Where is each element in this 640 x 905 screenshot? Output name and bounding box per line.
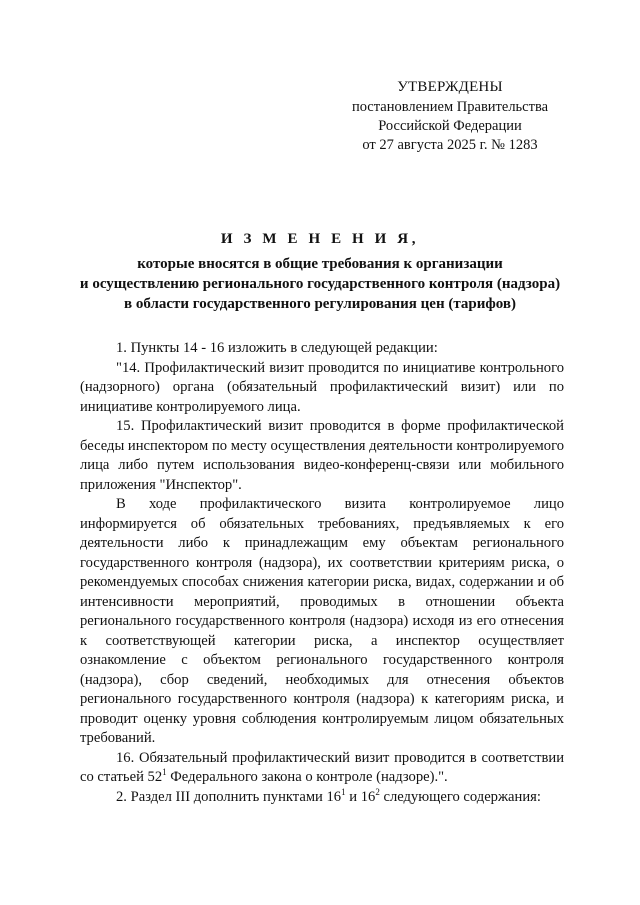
paragraph-text: 16. Обязательный профилактический визит проводится в соответствии со статьей 52 (80, 749, 564, 785)
document-title (60, 229, 580, 314)
title-heading: И З М Е Н Е Н И Я, (220, 231, 420, 247)
approval-heading: УТВЕРЖДЕНЫ (397, 79, 503, 95)
approval-line: Российской Федерации (378, 118, 522, 134)
approval-stamp (330, 78, 570, 155)
paragraph-text: Федерального закона о контроле (надзоре).". (166, 769, 448, 785)
title-line: в области государственного регулирования цен (тарифов) (124, 296, 516, 312)
title-line: и осуществлению регионального государственного контроля (надзора) (79, 276, 561, 292)
paragraph: "14. Профилактический визит проводится по инициативе контрольного (надзорного) органа (обязательный профилактический визит) или по инициативе контролируемого лица. (80, 359, 564, 415)
paragraph: 15. Профилактический визит проводится в форме профилактической беседы инспектором по месту осуществления деятельности контролируемого лица либо путем использования видео-конференц-связи или мобильного приложения "Инспектор". (80, 418, 564, 493)
paragraph-text: и 16 (345, 788, 376, 805)
paragraph (80, 788, 564, 808)
superscript: 1 (341, 786, 346, 797)
paragraph-text: 2. Раздел III дополнить пунктами 16 (116, 788, 342, 805)
paragraph: В ходе профилактического визита контролируемое лицо информируется об обязательных требованиях, предъявляемых к его деятельности либо к принадлежащим ему объектам регионального государственного контроля (надзора), их соответствии критериям риска, о рекомендуемых способах снижения категории риска, видах, содержании и об интенсивности мероприятий, проводимых в отношении объекта регионального государственного контроля (надзора) исходя из его отнесения к соответствующей категории риска, а инспектор осуществляет ознакомление с объектом регионального государственного контроля (надзора), сбор сведений, необходимых для отнесения объектов регионального государственного контроля (надзора) к категориям риска, и проводит оценку уровня соблюдения контролируемым лицом обязательных требований. (80, 496, 564, 746)
approval-line: постановлением Правительства (351, 99, 549, 115)
paragraph (80, 749, 564, 788)
approval-date-line: от 27 августа 2025 г. № 1283 (362, 137, 538, 153)
paragraph: 1. Пункты 14 - 16 изложить в следующей редакции: (116, 340, 438, 356)
document-body (80, 339, 564, 807)
superscript: 2 (375, 786, 380, 797)
paragraph-text: следующего содержания: (379, 788, 541, 805)
superscript: 1 (162, 767, 167, 777)
title-line: которые вносятся в общие требования к организации (137, 256, 503, 272)
